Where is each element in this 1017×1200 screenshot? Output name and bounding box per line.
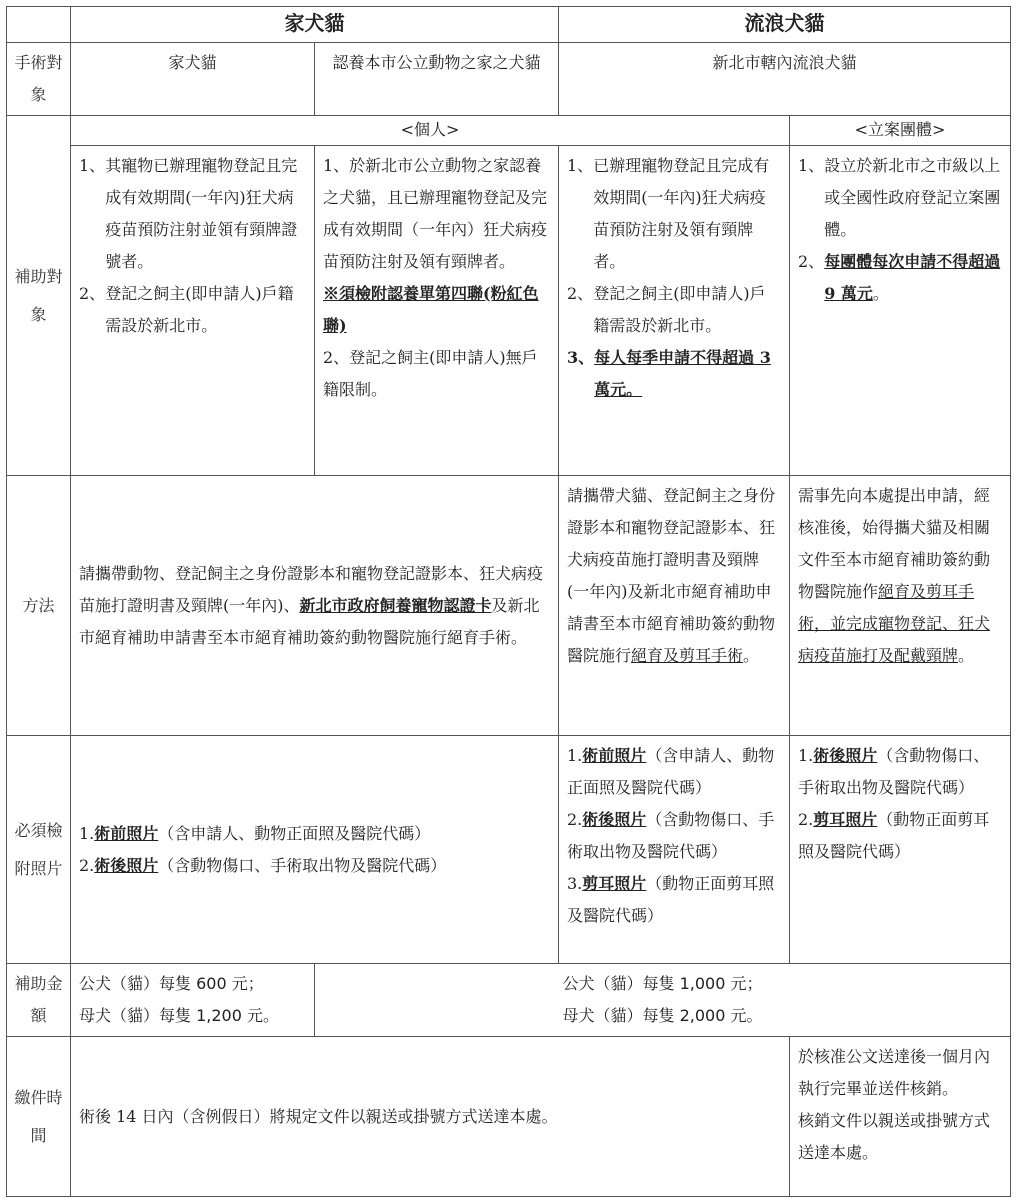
adopted-item-2: 2、登記之飼主(即申請人)無戶籍限制。 [323, 348, 538, 399]
list-item: 1、 已辦理寵物登記且完成有效期間(一年內)狂犬病疫苗預防注射及領有頸牌者。 [567, 156, 770, 271]
adopted-note: ※須檢附認養單第四聯(粉紅色聯) [323, 284, 539, 335]
list-item: 2、 每團體每次申請不得超過 9 萬元。 [798, 252, 1001, 303]
subsidy-domestic [71, 146, 315, 476]
amount-domestic: 公犬（貓）每隻 600 元； 母犬（貓）每隻 1,200 元。 [71, 964, 315, 1037]
deadline-group: 於核准公文送達後一個月內執行完畢並送件核銷。 核銷文件以親送或掛號方式送達本處。 [790, 1037, 1011, 1197]
list-item: 2.術後照片（含動物傷口、手術取出物及醫院代碼） [567, 810, 775, 861]
row-label-subsidy-target: 補助對象 [7, 116, 71, 476]
row-label-photos: 必須檢附照片 [7, 736, 71, 964]
adopted-item-1: 1、於新北市公立動物之家認養之犬貓，且已辦理寵物登記及完成有效期間（一年內）狂犬病疫苗預防注射及領有頸牌者。 [323, 156, 548, 271]
list-item: 1.術前照片（含申請人、動物正面照及醫院代碼） [79, 823, 431, 843]
row-label-target: 手術對象 [7, 43, 71, 116]
corner-cell [7, 7, 71, 43]
photos-group [790, 736, 1011, 964]
method-stray: 請攜帶犬貓、登記飼主之身份證影本和寵物登記證影本、狂犬病疫苗施打證明書及頸牌(一年內)及新北市絕育補助申請書至本市絕育補助簽約動物醫院施行絕育及剪耳手術。 [559, 476, 790, 736]
list-item: 2、 登記之飼主(即申請人)戶籍需設於新北市。 [79, 284, 294, 335]
target-domestic: 家犬貓 [71, 43, 315, 116]
row-label-deadline: 繳件時間 [7, 1037, 71, 1197]
list-item: 1.術後照片（含動物傷口、手術取出物及醫院代碼） [798, 746, 990, 797]
header-stray: 流浪犬貓 [559, 7, 1011, 43]
subhdr-group: <立案團體> [790, 116, 1011, 146]
photos-stray [559, 736, 790, 964]
subsidy-adopted [315, 146, 559, 476]
list-item: 2.剪耳照片（動物正面剪耳照及醫院代碼） [798, 810, 990, 861]
list-item: 3.剪耳照片（動物正面剪耳照及醫院代碼） [567, 874, 775, 925]
subhdr-individual: <個人> [71, 116, 790, 146]
subsidy-stray [559, 146, 790, 476]
list-item: 1.術前照片（含申請人、動物正面照及醫院代碼） [567, 746, 775, 797]
pet-card-link: 新北市政府飼養寵物認證卡 [299, 595, 492, 615]
list-item: 1、 其寵物已辦理寵物登記且完成有效期間(一年內)狂犬病疫苗預防注射並領有頸牌證號者。 [79, 156, 298, 271]
deadline-main: 術後 14 日內（含例假日）將規定文件以親送或掛號方式送達本處。 [71, 1037, 790, 1197]
header-domestic: 家犬貓 [71, 7, 559, 43]
row-label-amount: 補助金額 [7, 964, 71, 1037]
amount-other: 公犬（貓）每隻 1,000 元； 母犬（貓）每隻 2,000 元。 [315, 964, 1011, 1037]
row-label-method: 方法 [7, 476, 71, 736]
target-stray: 新北市轄內流浪犬貓 [559, 43, 1011, 116]
list-item: 2.術後照片（含動物傷口、手術取出物及醫院代碼） [79, 855, 447, 875]
method-group: 需事先向本處提出申請，經核准後，始得攜犬貓及相關文件至本市絕育補助簽約動物醫院施作絕育及剪耳手術，並完成寵物登記、狂犬病疫苗施打及配戴頸牌。 [790, 476, 1011, 736]
method-domestic: 請攜帶動物、登記飼主之身份證影本和寵物登記證影本、狂犬病疫苗施打證明書及頸牌(一年內)、新北市政府飼養寵物認證卡及新北市絕育補助申請書至本市絕育補助簽約動物醫院施行絕育手術。 [71, 476, 559, 736]
subsidy-group [790, 146, 1011, 476]
list-item: 2、 登記之飼主(即申請人)戶籍需設於新北市。 [567, 284, 766, 335]
list-item: 3、 每人每季申請不得超過 3 萬元。 [567, 348, 771, 399]
target-adopted: 認養本市公立動物之家之犬貓 [315, 43, 559, 116]
list-item: 1、 設立於新北市之市級以上或全國性政府登記立案團體。 [798, 156, 1001, 239]
photos-domestic [71, 736, 559, 964]
subsidy-table [6, 6, 1011, 1197]
